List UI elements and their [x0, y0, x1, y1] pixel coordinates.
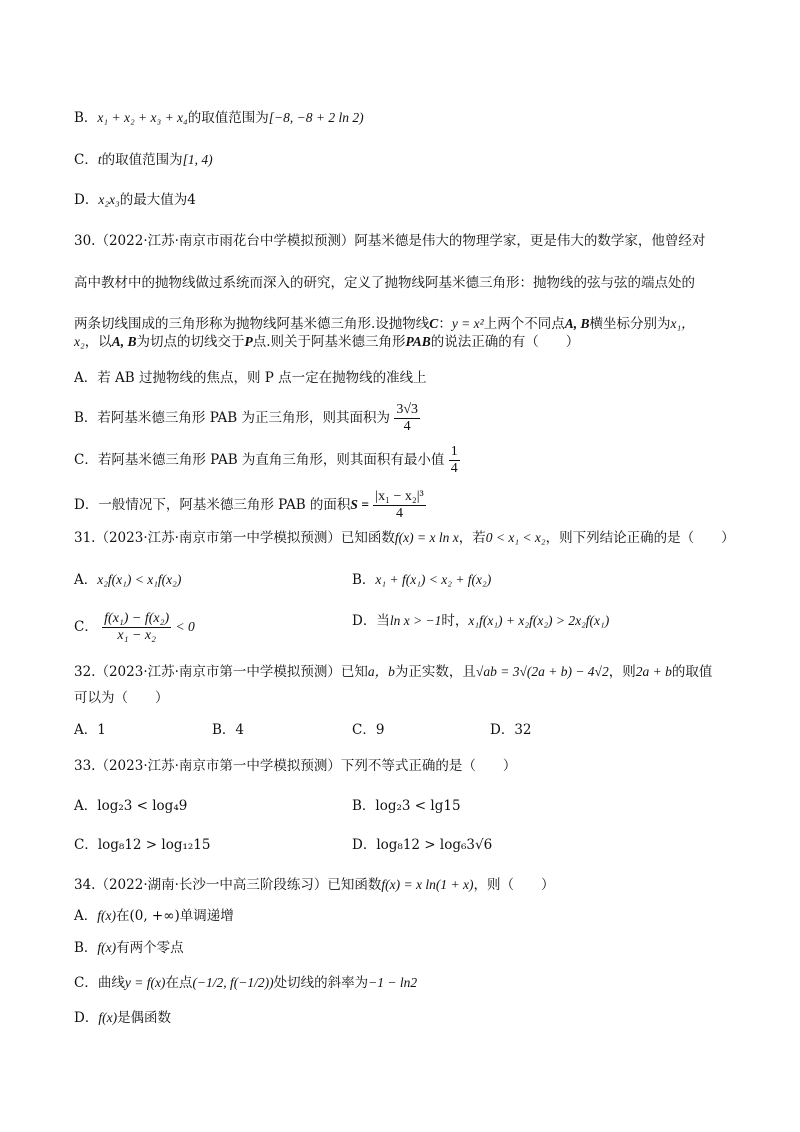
- q30-option-d-fraction: $\frac{\text{|x₁ − x₂|³}}{4}$: [375, 489, 424, 521]
- q32-option-d[interactable]: D．32: [490, 722, 532, 738]
- q32-option-c[interactable]: C．9: [352, 722, 385, 738]
- q34-option-b[interactable]: B．f(x)有两个零点: [74, 940, 184, 956]
- q33-stem: 33.（2023·江苏·南京市第一中学模拟预测）下列不等式正确的是（ ）: [74, 758, 517, 774]
- q30-stem-line1: 30.（2022·江苏·南京市雨花台中学模拟预测）阿基米德是伟大的物理学家，更是伟大的数学家，他曾经对: [74, 233, 706, 249]
- q30-option-d[interactable]: D．一般情况下，阿基米德三角形 PAB 的面积S = $\frac{\text{|x₁ − x₂|³}}{4}$: [74, 489, 424, 521]
- q31-option-c[interactable]: C． $\frac{\text{f(x₁) − f(x₂)}}{\text{x₁ − x₂}}$ < 0: [74, 611, 195, 643]
- q29-option-b[interactable]: B．x₁ + x₂ + x₃ + x₄的取值范围为[−8, −8 + 2 ln 2): [74, 110, 364, 126]
- q34-option-c-point: (−1/2, f(−1/2)): [192, 975, 274, 990]
- q30-stem-line3: 两条切线围成的三角形称为抛物线阿基米德三角形.设抛物线C：y = x²上两个不同点A, B横坐标分别为x₁，: [74, 316, 695, 332]
- q30-stem-line2: 高中教材中的抛物线做过系统而深入的研究，定义了抛物线阿基米德三角形：抛物线的弦与弦的端点处的: [74, 275, 695, 291]
- q34-option-a[interactable]: A．f(x)在(0, +∞)单调递增: [74, 908, 234, 924]
- q29-option-d[interactable]: D．x₂x₃的最大值为4: [74, 192, 196, 208]
- q32-option-a[interactable]: A．1: [74, 722, 106, 738]
- q29-option-b-sum: x₁ + x₂ + x₃ + x₄: [97, 110, 188, 125]
- q33-option-b[interactable]: B．log₂3 < lg15: [352, 798, 461, 814]
- q30-option-b[interactable]: B．若阿基米德三角形 PAB 为正三角形，则其面积为 $\frac{3√3}{4}$: [74, 402, 419, 434]
- q31-stem: 31.（2023·江苏·南京市第一中学模拟预测）已知函数f(x) = x ln x，若0 < x₁ < x₂，则下列结论正确的是（ ）: [74, 530, 735, 546]
- q29-option-c[interactable]: C．t的取值范围为[1, 4): [74, 152, 213, 168]
- q30-option-c[interactable]: C．若阿基米德三角形 PAB 为直角三角形，则其面积有最小值 $\frac{1}{4}$: [74, 444, 458, 476]
- q34-option-d[interactable]: D．f(x)是偶函数: [74, 1010, 172, 1026]
- q31-option-c-fraction: $\frac{\text{f(x₁) − f(x₂)}}{\text{x₁ − x₂}}$: [104, 611, 170, 643]
- q30-option-b-fraction: $\frac{3√3}{4}$: [396, 402, 419, 434]
- q33-option-a[interactable]: A．log₂3 < log₄9: [74, 798, 188, 814]
- q31-option-d[interactable]: D．当ln x > −1时，x₁f(x₁) + x₂f(x₂) > 2x₂f(x₁): [352, 613, 610, 629]
- q30-option-c-fraction: $\frac{1}{4}$: [450, 444, 458, 476]
- q32-option-b[interactable]: B．4: [212, 722, 245, 738]
- q33-option-c[interactable]: C．log₈12 > log₁₂15: [74, 837, 211, 853]
- q29-option-b-range: [−8, −8 + 2 ln 2): [268, 110, 364, 125]
- q30-stem-line4: x₂，以A, B为切点的切线交于P点.则关于阿基米德三角形PAB的说法正确的有（ ）: [74, 334, 580, 350]
- q30-option-a[interactable]: A．若 AB 过抛物线的焦点，则 P 点一定在抛物线的准线上: [74, 370, 427, 386]
- q32-stem-line1: 32.（2023·江苏·南京市第一中学模拟预测）已知a，b为正实数，且√ab = 3√(2a + b) − 4√2，则2a + b的取值: [74, 664, 713, 680]
- q33-option-d[interactable]: D．log₈12 > log₆3√6: [352, 837, 493, 853]
- q31-option-a[interactable]: A．x₂f(x₁) < x₁f(x₂): [74, 572, 182, 588]
- q34-option-c[interactable]: C．曲线y = f(x)在点(−1/2, f(−1/2))处切线的斜率为−1 − ln2: [74, 975, 418, 991]
- q32-stem-line2: 可以为（ ）: [74, 690, 169, 706]
- q31-option-b[interactable]: B．x₁ + f(x₁) < x₂ + f(x₂): [352, 572, 492, 588]
- q34-stem: 34.（2022·湖南·长沙一中高三阶段练习）已知函数f(x) = x ln(1 + x)，则（ ）: [74, 877, 555, 893]
